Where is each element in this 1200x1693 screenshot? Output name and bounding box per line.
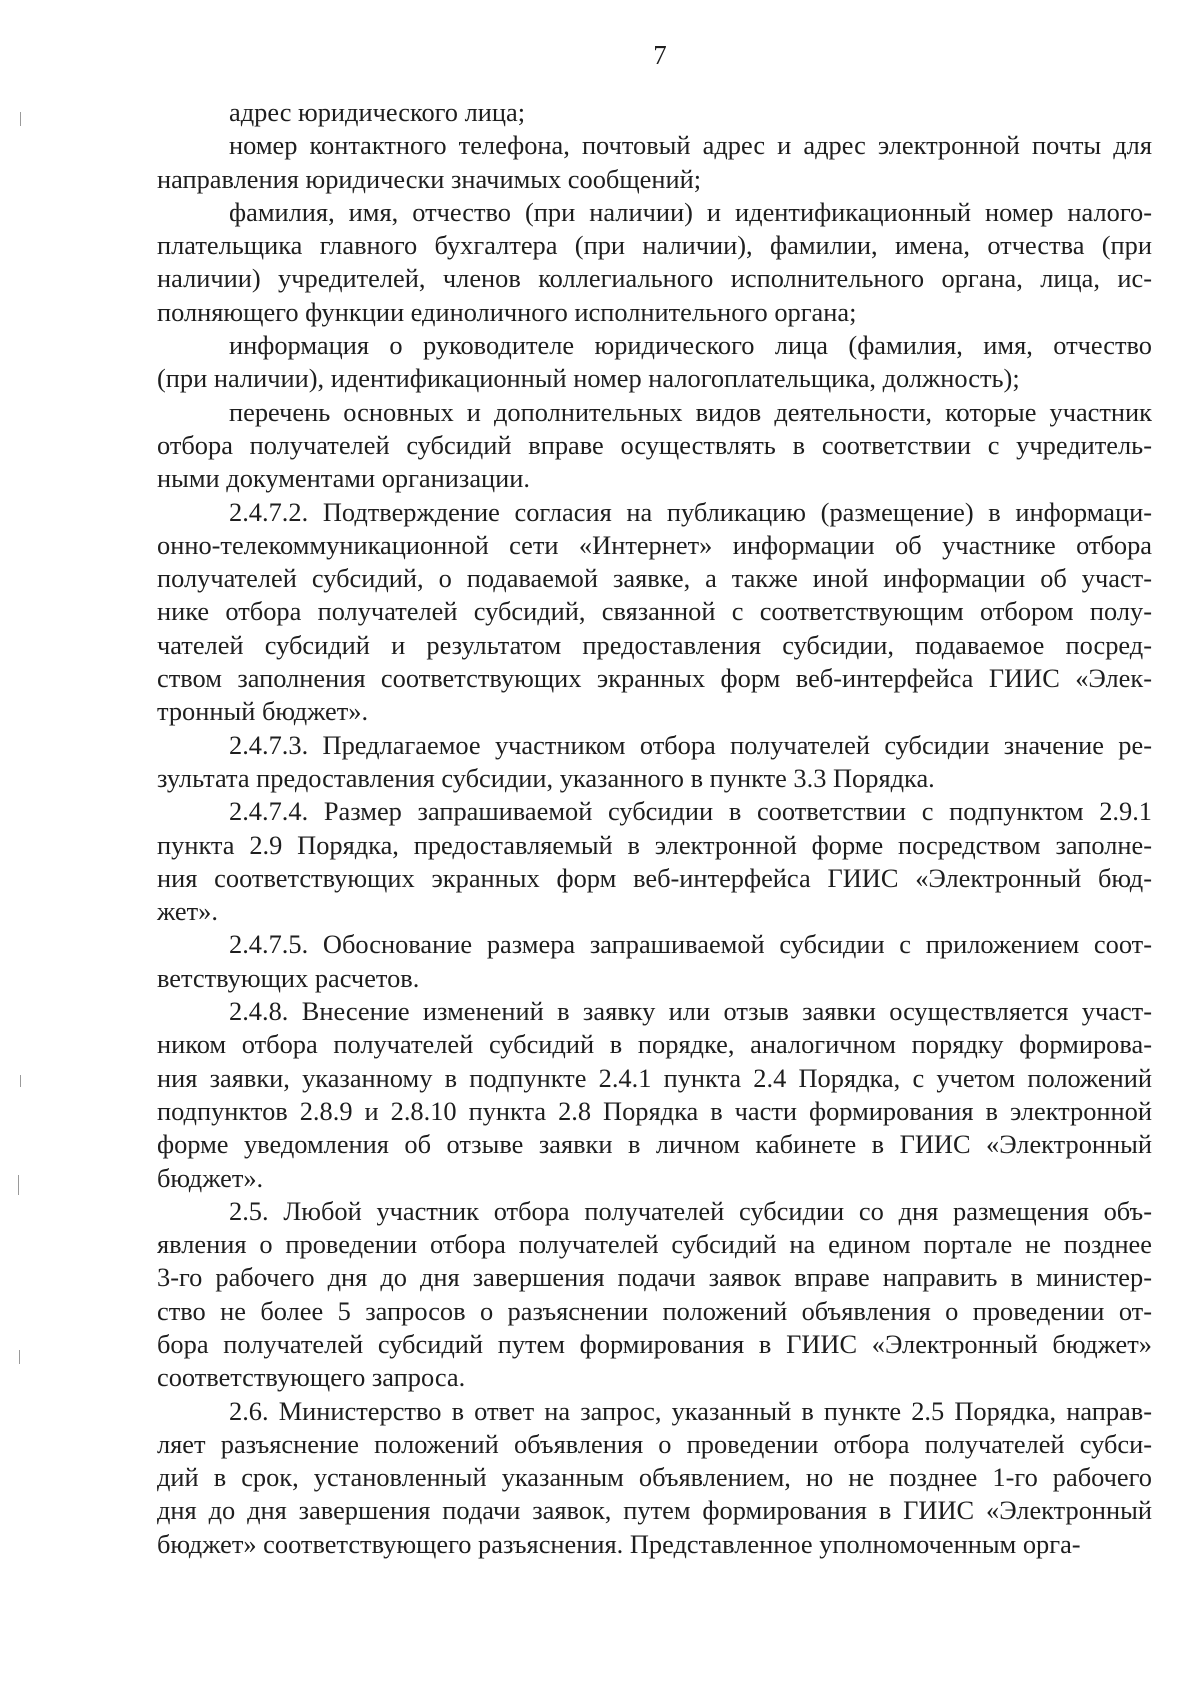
paragraph <box>157 129 1152 196</box>
text-line: ство не более 5 запросов о разъяснении положений объявления о проведении от- <box>157 1295 1152 1326</box>
text-line: зультата предоставления субсидии, указанного в пункте 3.3 Порядка. <box>157 762 935 793</box>
document-body <box>157 96 1152 1561</box>
text-line: бюджет». <box>157 1162 264 1193</box>
paragraph <box>157 995 1152 1195</box>
text-line: онно-телекоммуникационной сети «Интернет» информации об участнике отбора <box>157 529 1152 560</box>
paragraph <box>157 928 1152 995</box>
paragraph <box>157 729 1152 796</box>
text-line: форме уведомления об отзыве заявки в личном кабинете в ГИИС «Электронный <box>157 1129 1152 1160</box>
text-line: (при наличии), идентификационный номер налогоплательщика, должность); <box>157 363 1020 394</box>
text-line: 2.4.7.2. Подтверждение согласия на публикацию (размещение) в информаци- <box>229 496 1152 527</box>
scan-artifact <box>19 1350 20 1364</box>
text-line: 2.4.7.3. Предлагаемое участником отбора получателей субсидии значение ре- <box>229 729 1152 760</box>
text-line: 2.5. Любой участник отбора получателей субсидии со дня размещения объ- <box>229 1195 1152 1226</box>
text-line: дий в срок, установленный указанным объявлением, но не позднее 1-го рабочего <box>157 1462 1152 1493</box>
paragraph <box>157 1195 1152 1395</box>
scan-artifact <box>20 112 21 126</box>
text-line: перечень основных и дополнительных видов деятельности, которые участник <box>229 396 1152 427</box>
scan-artifact <box>18 1175 19 1195</box>
text-line: тронный бюджет». <box>157 696 369 727</box>
text-line: бюджет» соответствующего разъяснения. Представленное уполномоченным орга- <box>157 1528 1081 1559</box>
paragraph <box>157 396 1152 496</box>
scan-artifact <box>20 1075 21 1087</box>
text-line: направления юридически значимых сообщений; <box>157 163 702 194</box>
text-line: пункта 2.9 Порядка, предоставляемый в электронной форме посредством заполне- <box>157 829 1152 860</box>
text-line: ляет разъяснение положений объявления о проведении отбора получателей субси- <box>157 1428 1152 1459</box>
text-line: нике отбора получателей субсидий, связанной с соответствующим отбором полу- <box>157 596 1152 627</box>
text-line: подпунктов 2.8.9 и 2.8.10 пункта 2.8 Порядка в части формирования в электронной <box>157 1095 1152 1126</box>
text-line: ния соответствующих экранных форм веб-интерфейса ГИИС «Электронный бюд- <box>157 862 1152 893</box>
text-line: жет». <box>157 896 218 927</box>
text-line: получателей субсидий, о подаваемой заявке, а также иной информации об участ- <box>157 563 1152 594</box>
text-line: ством заполнения соответствующих экранных форм веб-интерфейса ГИИС «Элек- <box>157 663 1152 694</box>
paragraph <box>157 795 1152 928</box>
text-line: 2.4.7.5. Обоснование размера запрашиваемой субсидии с приложением соот- <box>229 929 1152 960</box>
text-line: адрес юридического лица; <box>229 97 526 127</box>
text-line: полняющего функции единоличного исполнительного органа; <box>157 296 857 327</box>
text-line: ветствующих расчетов. <box>157 962 420 993</box>
text-line: чателей субсидий и результатом предоставления субсидии, подаваемое посред- <box>157 629 1152 660</box>
text-line: 2.6. Министерство в ответ на запрос, указанный в пункте 2.5 Порядка, направ- <box>229 1395 1152 1426</box>
text-line: 2.4.8. Внесение изменений в заявку или отзыв заявки осуществляется участ- <box>229 996 1152 1027</box>
text-line: 2.4.7.4. Размер запрашиваемой субсидии в соответствии с подпунктом 2.9.1 <box>229 796 1152 827</box>
text-line: дня до дня завершения подачи заявок, путем формирования в ГИИС «Электронный <box>157 1495 1152 1526</box>
text-line: 3-го рабочего дня до дня завершения подачи заявок вправе направить в министер- <box>157 1262 1152 1293</box>
paragraph <box>157 1395 1152 1561</box>
text-line: ными документами организации. <box>157 463 530 494</box>
paragraph <box>157 329 1152 396</box>
text-line: плательщика главного бухгалтера (при наличии), фамилии, имена, отчества (при <box>157 230 1152 261</box>
paragraph <box>157 496 1152 729</box>
paragraph <box>157 196 1152 329</box>
text-line: номер контактного телефона, почтовый адрес и адрес электронной почты для <box>229 130 1152 161</box>
text-line: ником отбора получателей субсидий в порядке, аналогичном порядку формирова- <box>157 1029 1152 1060</box>
page-number: 7 <box>653 40 667 70</box>
text-line: явления о проведении отбора получателей субсидий на едином портале не позднее <box>157 1229 1152 1260</box>
text-line: информация о руководителе юридического лица (фамилия, имя, отчество <box>229 330 1152 361</box>
text-line: ния заявки, указанному в подпункте 2.4.1 пункта 2.4 Порядка, с учетом положений <box>157 1062 1152 1093</box>
text-line: отбора получателей субсидий вправе осуществлять в соответствии с учредитель- <box>157 429 1152 460</box>
text-line: бора получателей субсидий путем формирования в ГИИС «Электронный бюджет» <box>157 1328 1152 1359</box>
text-line: соответствующего запроса. <box>157 1362 466 1393</box>
text-line: фамилия, имя, отчество (при наличии) и идентификационный номер налого- <box>229 196 1152 227</box>
paragraph <box>157 96 1152 129</box>
text-line: наличии) учредителей, членов коллегиального исполнительного органа, лица, ис- <box>157 263 1152 294</box>
